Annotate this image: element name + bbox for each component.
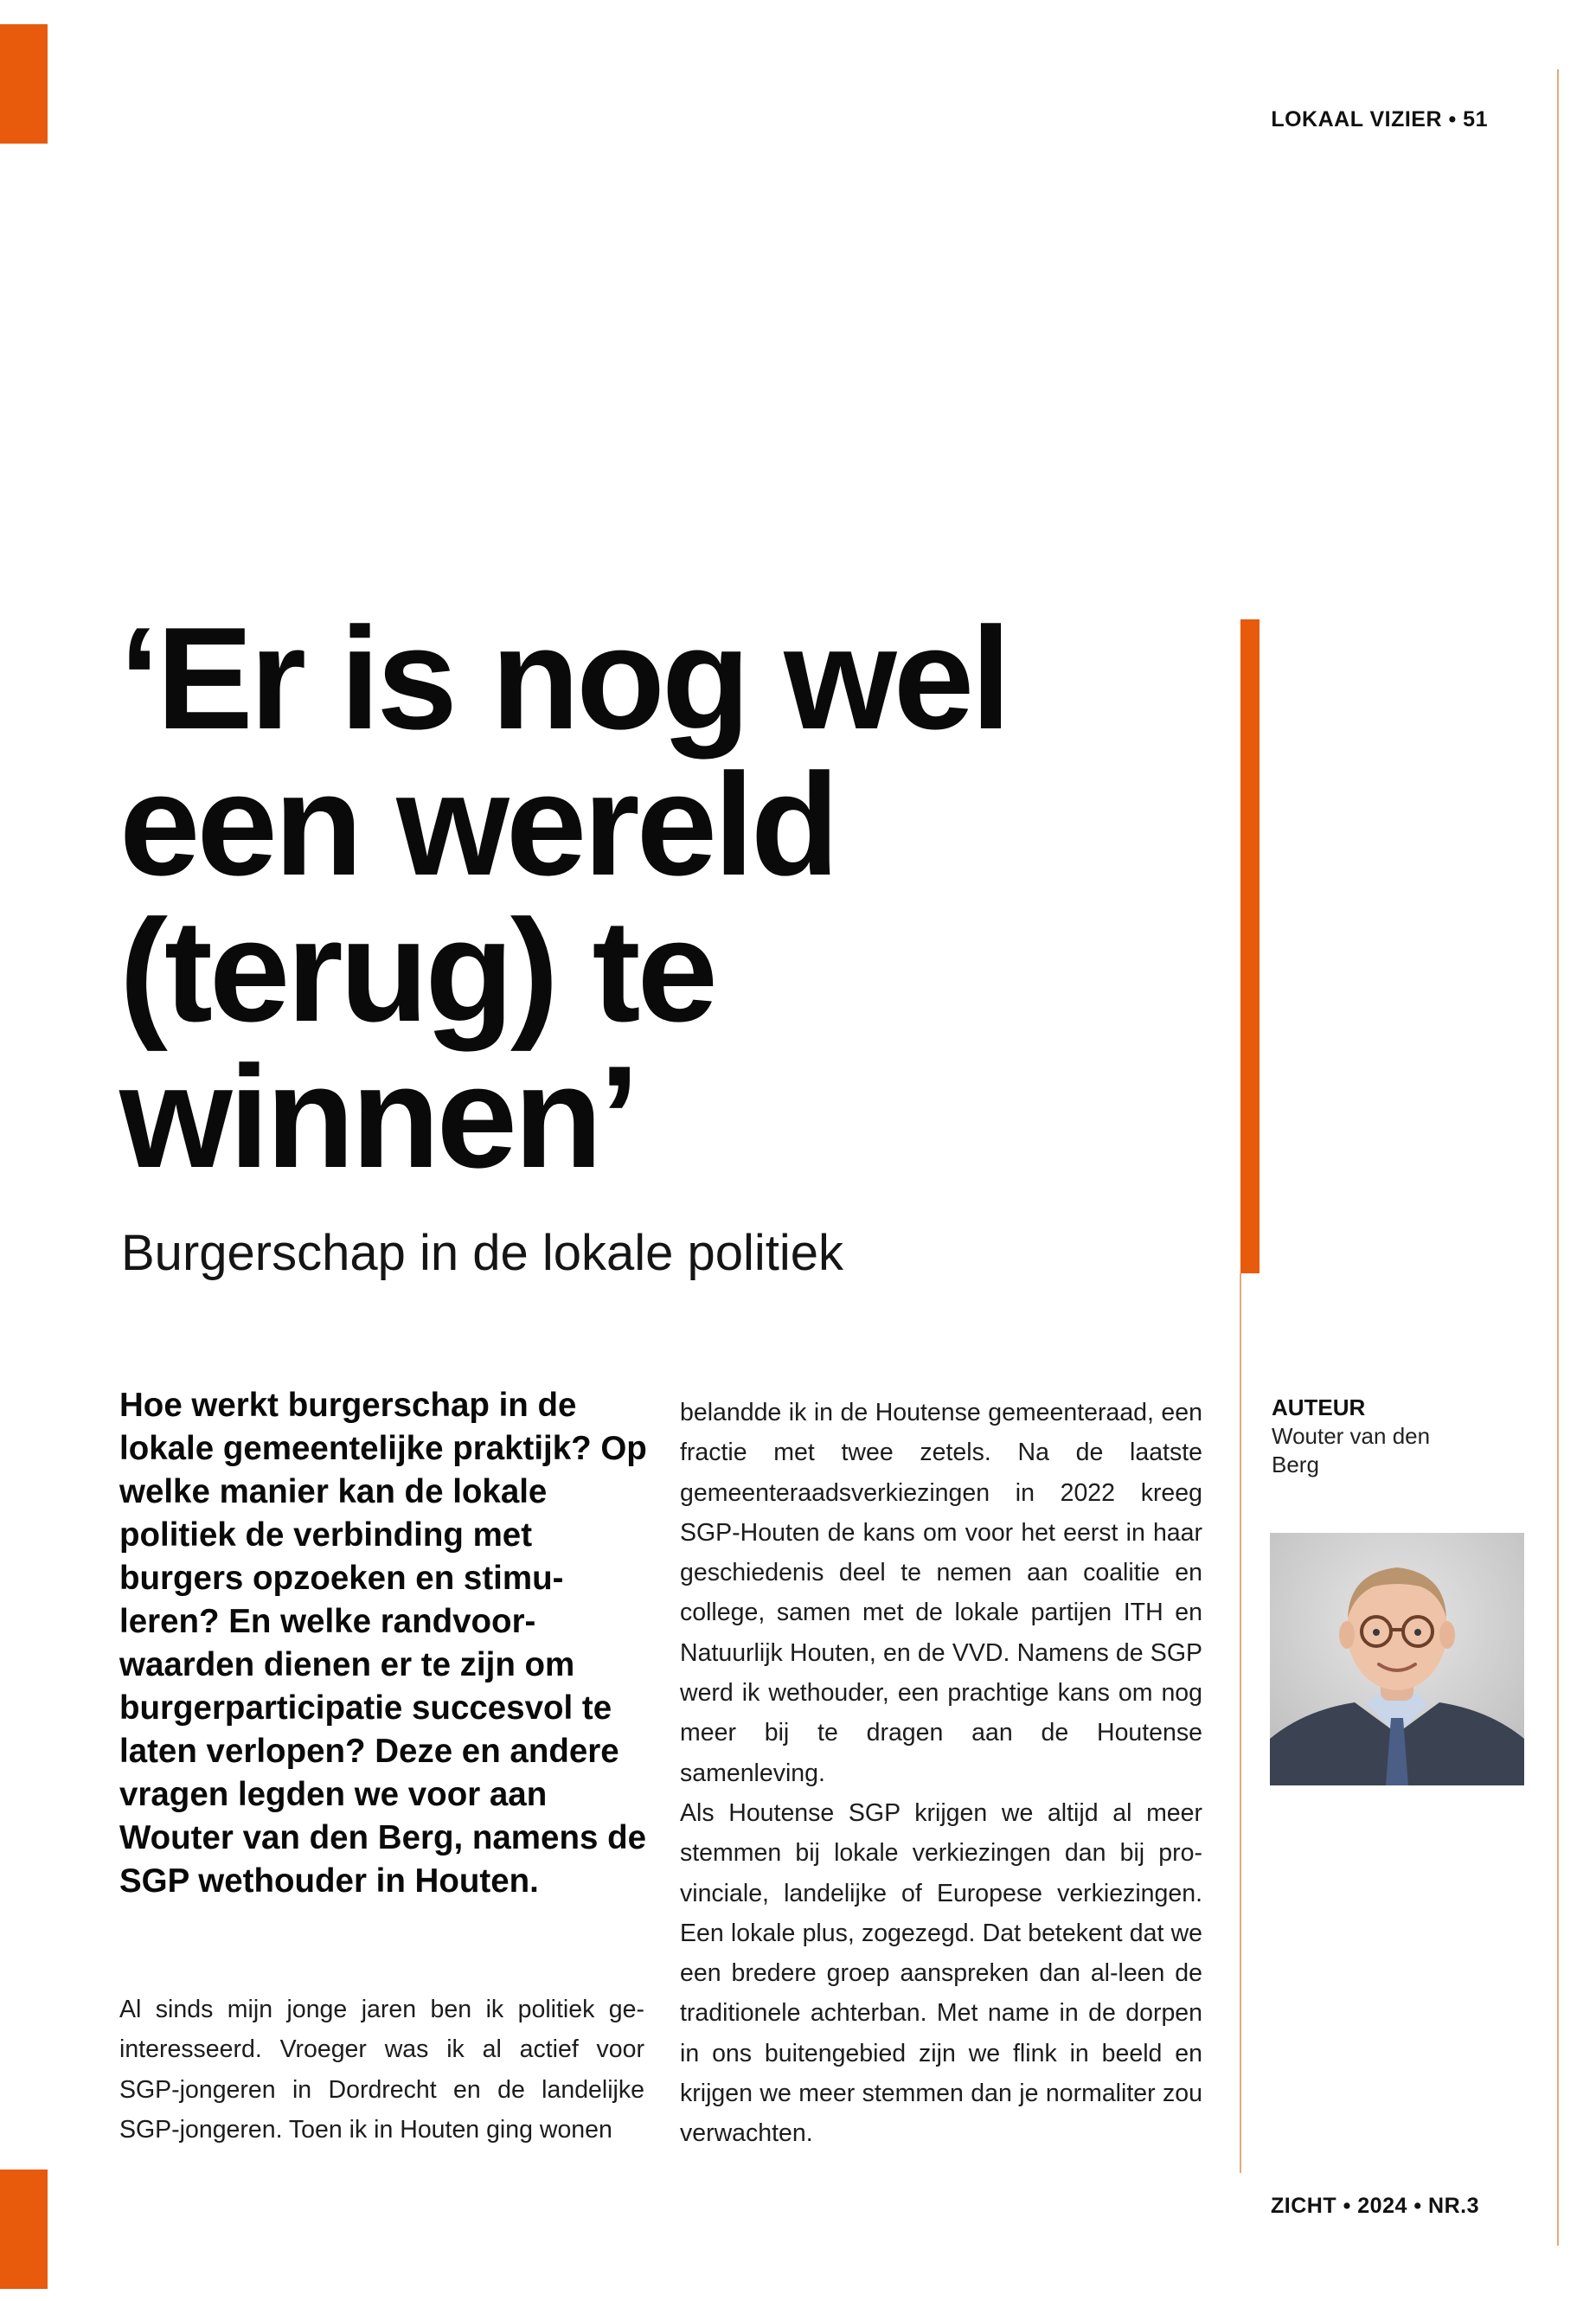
subtitle: Burgerschap in de lokale politiek xyxy=(121,1225,844,1281)
headline-line: een wereld xyxy=(119,743,836,906)
body-paragraph: belandde ik in de Houtense gemeenteraad, een fractie met twee zetels. Na de laatste gemeenteraadsverkiezingen in 2022 kreeg SGP-Houten de kans om voor het eerst in haar geschiedenis deel te nemen aan coalitie en college, samen met de lokale partijen ITH en Natuurlijk Houten, en de VVD. Namens de SGP werd ik wethouder, een prachtige kans om nog meer bij te dragen aan de Houtense samenleving. xyxy=(680,1399,1202,1787)
author-portrait-icon xyxy=(1270,1533,1524,1785)
page-margin-rule xyxy=(1557,69,1559,2246)
headline-line: (terug) te xyxy=(119,889,715,1052)
column-divider xyxy=(1240,1273,1241,2173)
edge-tab-top xyxy=(0,24,48,144)
lead-paragraph: Hoe werkt burgerschap in de lokale gemeentelijke praktijk? Op welke manier kan de lokale politiek de verbinding met burgers opzoeken en stimu-leren? En welke randvoor-waarden dienen er te zijn om burgerparticipatie succesvol te laten verlopen? Deze en andere vragen legden we voor aan Wouter van den Berg, namens de SGP wethouder in Houten. xyxy=(119,1387,647,1900)
accent-bar xyxy=(1240,619,1259,1273)
running-foot: ZICHT • 2024 • NR.3 xyxy=(1271,2194,1479,2218)
body-paragraph: Als Houtense SGP krijgen we altijd al meer stemmen bij lokale verkiezingen dan bij pro-vinciale, landelijke of Europese verkiezingen. Een lokale plus, zogezegd. Dat betekent dat we een bredere groep aanspreken dan al-leen de traditionele achterban. Met name in de dorpen in ons buitengebied zijn we flink in beeld en krijgen we meer stemmen dan je normaliter zou verwachten. xyxy=(680,1798,1202,2148)
headline xyxy=(119,597,1175,1198)
edge-tab-bottom xyxy=(0,2170,48,2289)
headline-line: ‘Er is nog wel xyxy=(119,597,1008,760)
headline-line: winnen’ xyxy=(119,1035,637,1198)
author-photo xyxy=(1270,1533,1524,1785)
body-column-2 xyxy=(680,1393,1202,2154)
author-label: AUTEUR xyxy=(1272,1394,1366,1420)
running-head: LOKAAL VIZIER • 51 xyxy=(1271,107,1488,131)
author-name: Wouter van den Berg xyxy=(1272,1423,1431,1477)
body-column-1: Al sinds mijn jonge jaren ben ik politiek ge-interesseerd. Vroeger was ik al actief voor SGP-jongeren in Dordrecht en de landelijke SGP-jongeren. Toen ik in Houten ging wonen xyxy=(119,1996,644,2144)
